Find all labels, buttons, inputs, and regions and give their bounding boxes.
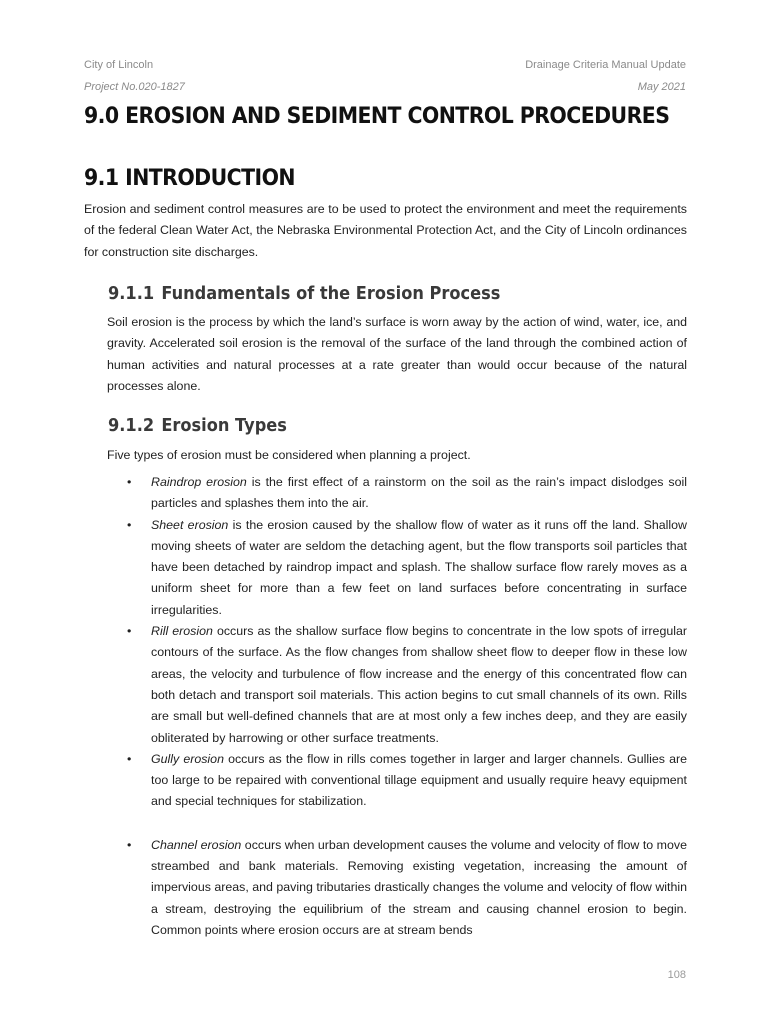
introduction-paragraph: Erosion and sediment control measures are to be used to protect the environment and meet the requirements of the federal Clean Water Act, the Nebraska Environmental Protection Act, and the City of Lincoln ordinances for construction site discharges. [84, 202, 687, 259]
header-date: May 2021 [637, 81, 686, 93]
page-number: 108 [667, 969, 686, 981]
bullet-icon: • [127, 624, 132, 639]
erosion-types-number: 9.1.2 [108, 415, 155, 436]
bullet-icon: • [127, 751, 132, 766]
erosion-description: occurs as the shallow surface flow begins to concentrate in the low spots of irregular contours of the surface. As the flow changes from shallow sheet flow to deeper flow in these low areas, the velocity and turbulence of flow increase and the energy of this concentrated flow can both detach and transport soil materials. This action begins to cut small channels of its own. Rills are small but well-defined channels that are at most only a few inches deep, and they are easily obliterated by harrowing or other surface treatments. [151, 624, 687, 745]
erosion-description: occurs as the flow in rills comes together in larger and larger channels. Gullies are too large to be repaired with conventional tillage equipment and usually require heavy equipment and special techniques for stabilization. [151, 751, 687, 809]
erosion-description: is the first effect of a rainstorm on the soil as the rain’s impact dislodges soil particles and splashes them into the air. [151, 475, 687, 511]
erosion-term: Sheet erosion [151, 517, 229, 532]
list-item [107, 749, 687, 813]
erosion-term: Raindrop erosion [151, 475, 247, 489]
section-title: 9.0 EROSION AND SEDIMENT CONTROL PROCEDURES [84, 104, 670, 129]
fundamentals-title: Fundamentals of the Erosion Process [161, 283, 501, 304]
header-organization: City of Lincoln [84, 59, 154, 71]
bullet-icon: • [127, 517, 132, 532]
running-header-bottom [84, 81, 686, 93]
list-item [107, 472, 687, 515]
erosion-types-title: Erosion Types [161, 415, 287, 436]
header-project-number: Project No.020-1827 [84, 81, 185, 93]
header-manual-title: Drainage Criteria Manual Update [525, 59, 686, 71]
fundamentals-paragraph: Soil erosion is the process by which the land’s surface is worn away by the action of wind, water, ice, and gravity. Accelerated soil erosion is the removal of the surface of the land through the combined action of human activities and natural processes at a rate greater than would occur because of the natural processes alone. [107, 315, 687, 393]
list-item [107, 835, 687, 941]
fundamentals-number: 9.1.1 [108, 283, 155, 304]
bullet-icon: • [127, 837, 132, 852]
erosion-description: occurs when urban development causes the volume and velocity of flow to move streambed and bank materials. Removing existing vegetation, increasing the amount of impervious areas, and paving tributaries drastically changes the volume and velocity of flow within a stream, destroying the equilibrium of the stream and causing channel erosion to begin. Common points where erosion occurs are at stream bends [151, 837, 687, 937]
fundamentals-heading [108, 283, 500, 304]
erosion-types-lead: Five types of erosion must be considered when planning a project. [107, 448, 471, 462]
erosion-term: Gully erosion [151, 751, 224, 766]
erosion-types-list [107, 472, 687, 941]
erosion-description: is the erosion caused by the shallow flow of water as it runs off the land. Shallow moving sheets of water are seldom the detaching agent, but the flow transports soil particles that have been detached by raindrop impact and splash. The shallow surface flow rarely moves as a uniform sheet for more than a few feet on land surfaces before concentrating in surface irregularities. [151, 517, 687, 617]
bullet-icon: • [127, 475, 132, 489]
introduction-heading: 9.1 INTRODUCTION [84, 166, 295, 191]
list-item [107, 515, 687, 621]
running-header-top [84, 59, 686, 71]
list-item [107, 621, 687, 749]
erosion-term: Channel erosion [151, 837, 242, 852]
erosion-term: Rill erosion [151, 624, 213, 639]
erosion-types-heading [108, 415, 287, 436]
